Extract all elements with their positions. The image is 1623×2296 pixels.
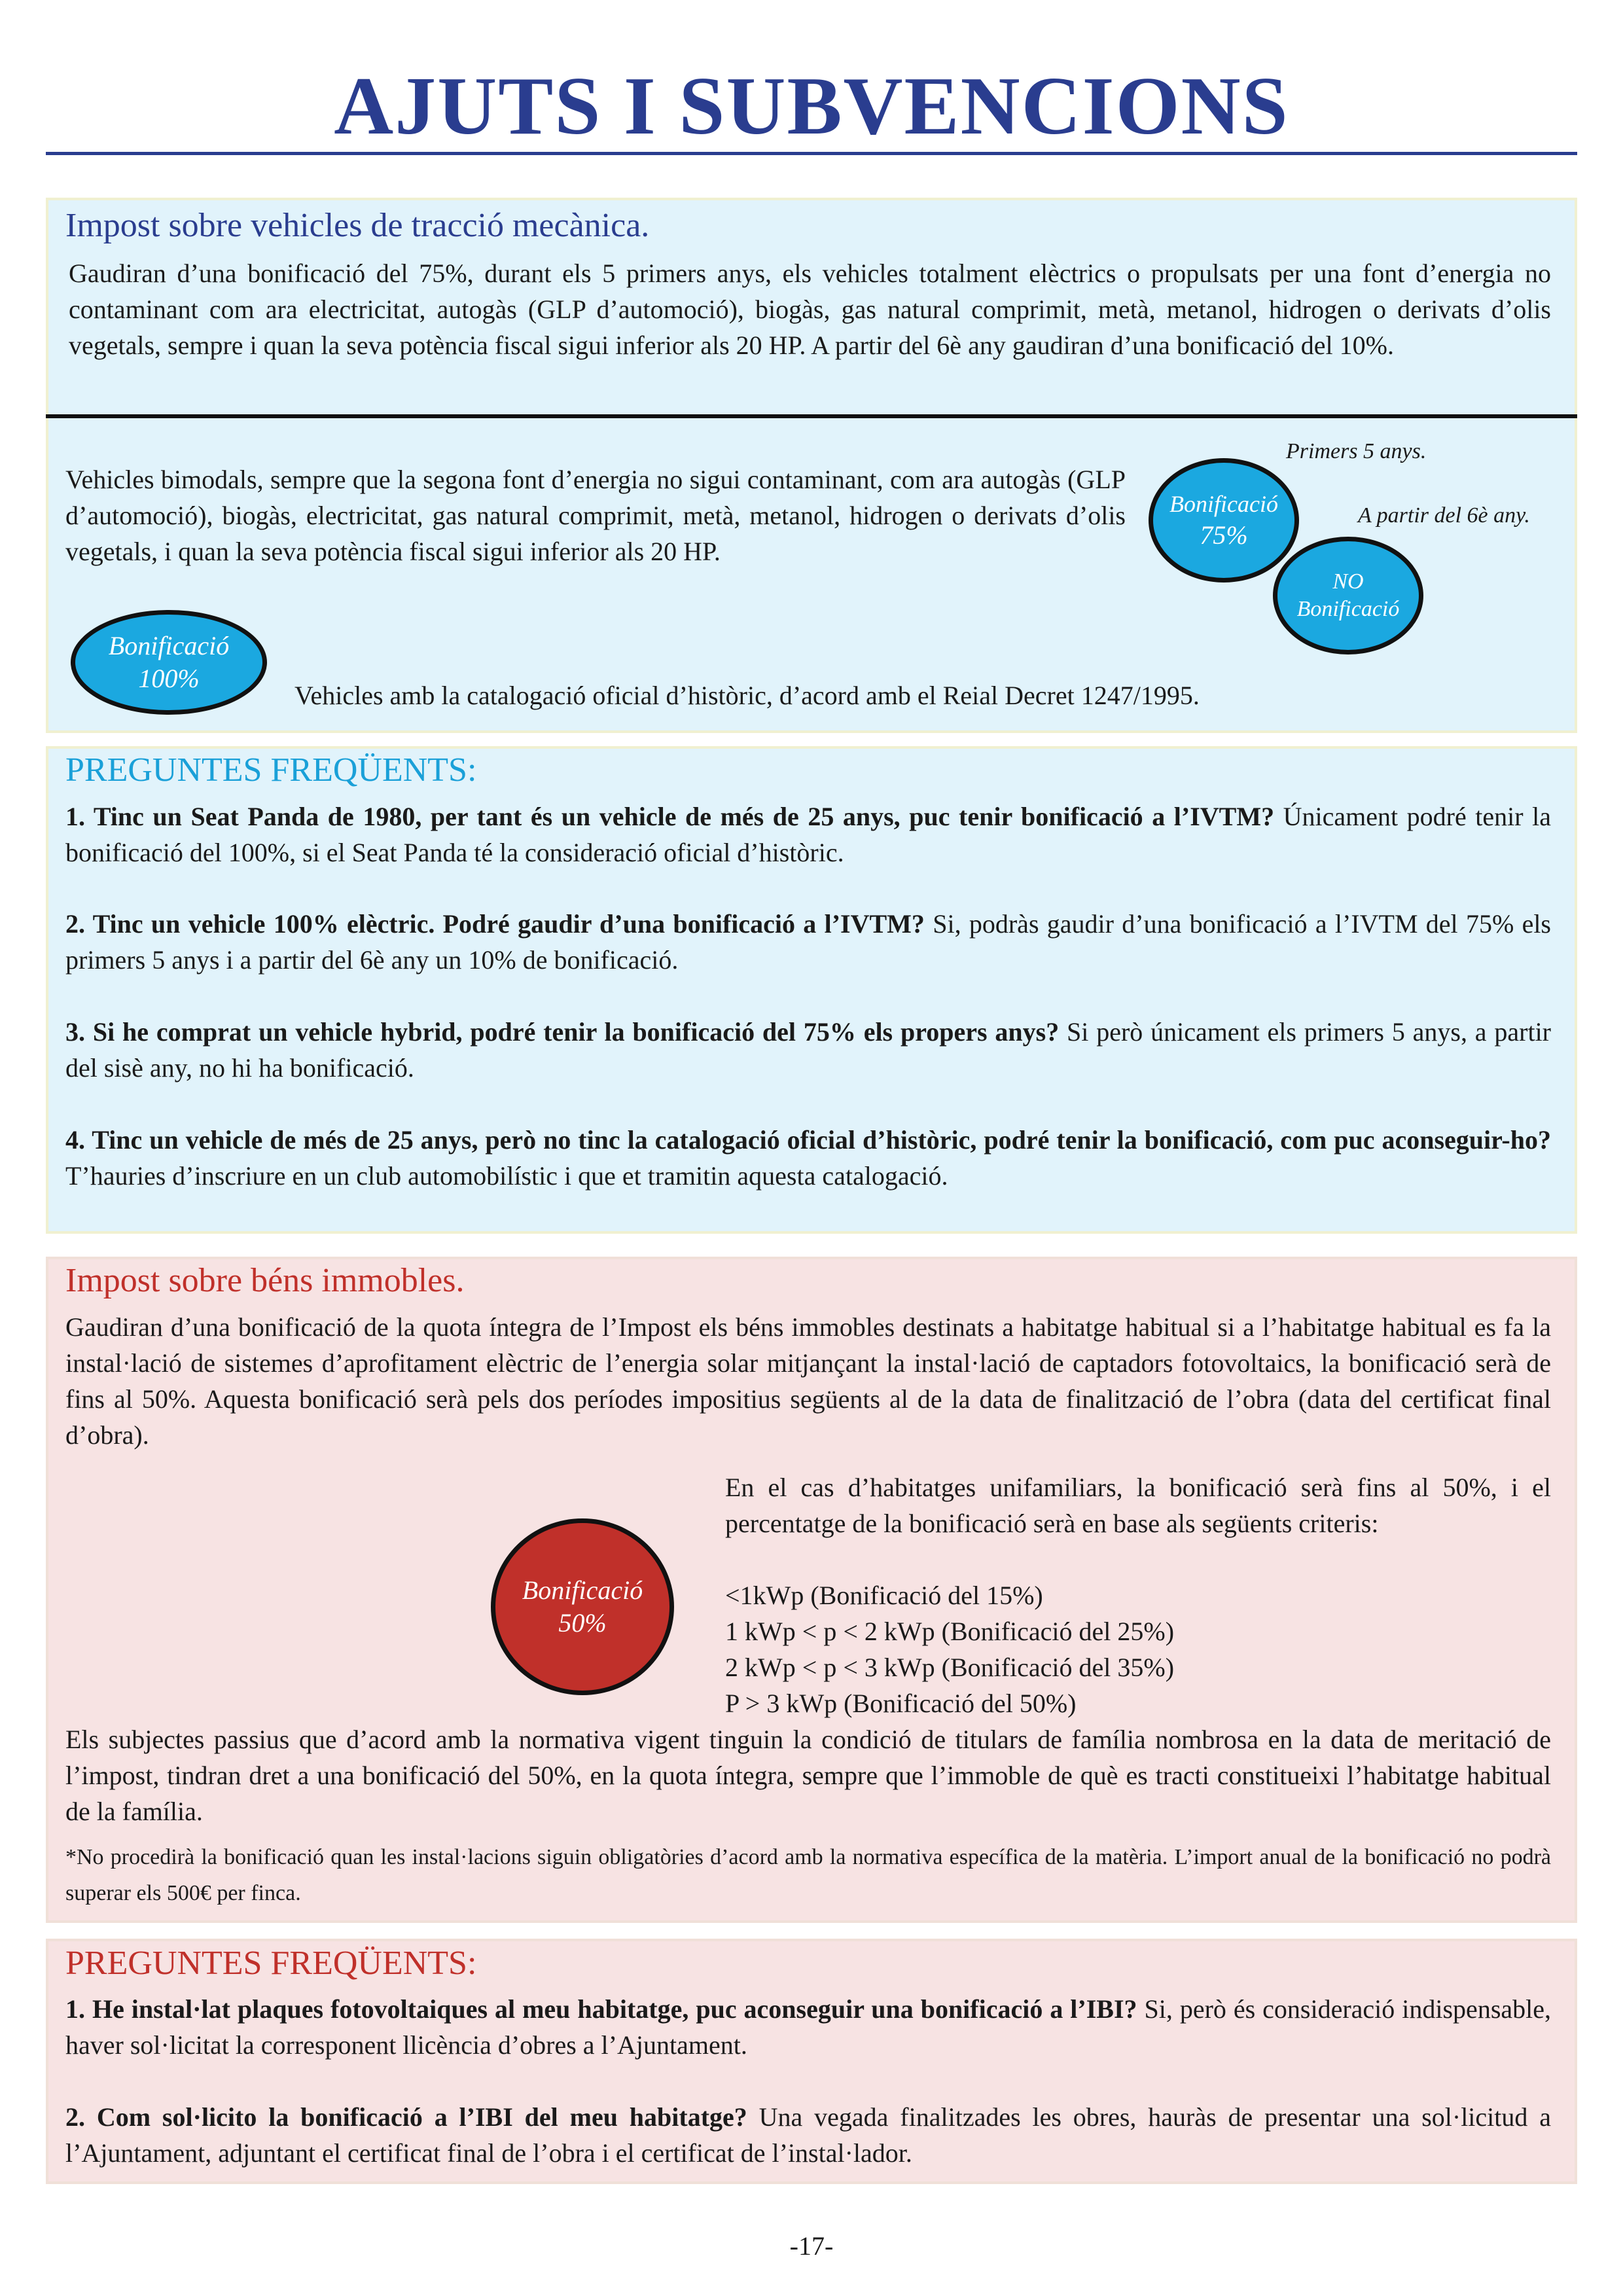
ibi-footnote: *No procedirà la bonificació quan les instal·lacions siguin obligatòries d’acord amb la normativa específica de la matèria. L’import anual de la bonificació no podrà superar els 500€ per finca. bbox=[65, 1845, 1551, 1905]
page-title: AJUTS I SUBVENCIONS bbox=[334, 61, 1289, 152]
faq-ibi-a1: Si, però és consideració indispensable, haver sol·licitat la corresponent llicència d’obres a l’Ajuntament. bbox=[65, 1994, 1552, 2060]
label-from-6th-year: A partir del 6è any. bbox=[1358, 503, 1530, 528]
faq-ivtm-q4: 4. Tinc un vehicle de més de 25 anys, però no tinc la catalogació oficial d’històric, podré tenir la bonificació, com puc aconseguir-ho? bbox=[65, 1125, 1551, 1155]
bonus-50-value: 50% bbox=[558, 1608, 607, 1638]
faq-ivtm-item-1 bbox=[65, 798, 1551, 870]
faq-ivtm-item-2 bbox=[65, 906, 1551, 978]
historic-text: Vehicles amb la catalogació oficial d’històric, d’acord amb el Reial Decret 1247/1995. bbox=[294, 681, 1200, 710]
faq-ivtm-a2: Si, podràs gaudir d’una bonificació a l’IVTM del 75% els primers 5 anys i a partir del 6è any un 10% de bonificació. bbox=[65, 909, 1552, 975]
ibi-intro: Gaudiran d’una bonificació de la quota íntegra de l’Impost els béns immobles destinats a habitatge habitual si a l’habitatge habitual es fa la instal·lació de sistemes d’aprofitament elèctric de l’energia solar mitjançant la instal·lació de captadors fotovoltaics, la bonificació serà de fins al 50%. Aquesta bonificació serà pels dos períodes impositius següents al de la data de finalització de l’obra (data del certificat final d’obra). bbox=[65, 1312, 1551, 1450]
faq-ibi-item-1 bbox=[65, 1991, 1551, 2063]
no-bonus-label: Bonificació bbox=[1296, 597, 1400, 621]
faq-ibi-item-2 bbox=[65, 2099, 1551, 2171]
section-divider bbox=[46, 414, 1577, 418]
criteria-item: 2 kWp < p < 3 kWp (Bonificació del 35%) bbox=[725, 1653, 1175, 1682]
faq-ivtm-item-3 bbox=[65, 1014, 1551, 1086]
label-first-years: Primers 5 anys. bbox=[1286, 439, 1427, 463]
criteria-item: <1kWp (Bonificació del 15%) bbox=[725, 1581, 1043, 1610]
ibi-unifamiliar-text: En el cas d’habitatges unifamiliars, la bonificació serà fins al 50%, i el percentatge de la bonificació serà en base als següents criteris: bbox=[725, 1473, 1551, 1538]
bonus-100-value: 100% bbox=[138, 664, 200, 693]
bonus-100-badge bbox=[71, 610, 267, 715]
faq-ibi-a2: Una vegada finalitzades les obres, hauràs de presentar una sol·licitud a l’Ajuntament, adjuntant el certificat final de l’obra i el certificat de l’instal·lador. bbox=[65, 2102, 1552, 2168]
page-number: -17- bbox=[789, 2231, 834, 2261]
bonus-75-label: Bonificació bbox=[1169, 490, 1278, 517]
bonus-75-badge bbox=[1149, 458, 1299, 583]
ivtm-intro: Gaudiran d’una bonificació del 75%, durant els 5 primers anys, els vehicles totalment elèctrics o propulsats per una font d’energia no contaminant com ara electricitat, autogàs (GLP d’automoció), biogàs, gas natural comprimit, metà, metanol, hidrogen o derivats d’olis vegetals, sempre i quan la seva potència fiscal sigui inferior als 20 HP. A partir del 6è any gaudiran d’una bonificació del 10%. bbox=[69, 259, 1551, 360]
no-bonus-badge bbox=[1273, 537, 1423, 655]
large-family-text: Els subjectes passius que d’acord amb la normativa vigent tinguin la condició de titulars de família nombrosa en la data de meritació de l’impost, tindran dret a una bonificació del 50%, en la quota íntegra, sempre que l’immoble de què es tracti constitueixi l’habitatge habitual de la família. bbox=[65, 1725, 1551, 1826]
faq-ivtm-heading: PREGUNTES FREQÜENTS: bbox=[65, 751, 477, 789]
bonus-50-badge bbox=[491, 1518, 674, 1695]
faq-ivtm-item-4 bbox=[65, 1122, 1551, 1194]
faq-ibi-q2: 2. Com sol·licito la bonificació a l’IBI del meu habitatge? bbox=[65, 2102, 747, 2132]
faq-ivtm-a4: T’hauries d’inscriure en un club automobilístic i que et tramitin aquesta catalogació. bbox=[65, 1161, 948, 1191]
faq-ibi-heading: PREGUNTES FREQÜENTS: bbox=[65, 1945, 477, 1982]
bonus-50-label: Bonificació bbox=[522, 1575, 643, 1605]
title-underline bbox=[46, 152, 1577, 155]
faq-ivtm-q3: 3. Si he comprat un vehicle hybrid, podré tenir la bonificació del 75% els propers anys? bbox=[65, 1017, 1060, 1047]
bonus-75-value: 75% bbox=[1200, 520, 1248, 550]
no-bonus-no: NO bbox=[1332, 569, 1364, 594]
ivtm-heading: Impost sobre vehicles de tracció mecànica. bbox=[65, 207, 650, 244]
faq-ibi-q1: 1. He instal·lat plaques fotovoltaiques al meu habitatge, puc aconseguir una bonificació a l’IBI? bbox=[65, 1994, 1137, 2024]
faq-ivtm-a1: Únicament podré tenir la bonificació del 100%, si el Seat Panda té la consideració oficial d’històric. bbox=[65, 802, 1551, 867]
criteria-item: 1 kWp < p < 2 kWp (Bonificació del 25%) bbox=[725, 1617, 1175, 1646]
bonus-100-label: Bonificació bbox=[108, 631, 230, 660]
faq-ivtm-a3: Si però únicament els primers 5 anys, a partir del sisè any, no hi ha bonificació. bbox=[65, 1017, 1552, 1083]
faq-ivtm-q1: 1. Tinc un Seat Panda de 1980, per tant és un vehicle de més de 25 anys, puc tenir bonificació a l’IVTM? bbox=[65, 802, 1275, 831]
bimodal-text: Vehicles bimodals, sempre que la segona font d’energia no sigui contaminant, com ara autogàs (GLP d’automoció), biogàs, electricitat, gas natural comprimit, metà, metanol, hidrogen o derivats d’olis vegetals, i quan la seva potència fiscal sigui inferior als 20 HP. bbox=[65, 465, 1126, 566]
faq-ivtm-q2: 2. Tinc un vehicle 100% elèctric. Podré gaudir d’una bonificació a l’IVTM? bbox=[65, 909, 925, 939]
criteria-item: P > 3 kWp (Bonificació del 50%) bbox=[725, 1689, 1077, 1718]
ibi-heading: Impost sobre béns immobles. bbox=[65, 1262, 465, 1299]
